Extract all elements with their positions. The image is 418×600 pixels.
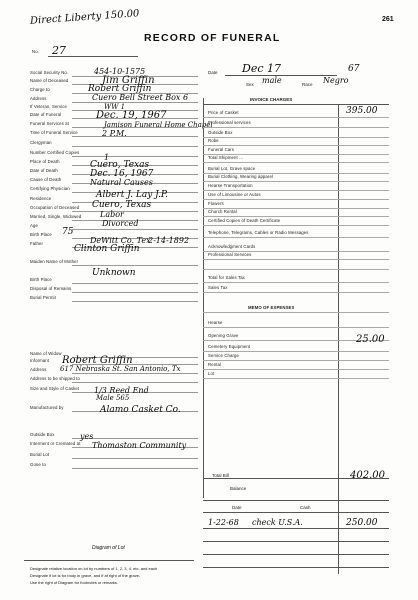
date-column-label: Date: [232, 505, 242, 510]
right-field-label: Lot: [208, 371, 215, 376]
race-label: Race: [302, 82, 313, 87]
charge-to-value: Robert Griffin: [88, 84, 152, 94]
left-field-label: Charge to: [30, 87, 50, 92]
payments-top-line: [203, 500, 389, 501]
opening-grave-value: 25.00: [356, 334, 385, 345]
interment-value: Thomaston Community: [92, 441, 187, 450]
right-field-line: [203, 378, 389, 379]
left-field-line: [72, 292, 198, 293]
outside-box-value: yes: [80, 432, 94, 441]
page-number: 261: [382, 16, 394, 23]
occupation-value: Labor: [100, 210, 124, 219]
page-title: RECORD OF FUNERAL: [144, 32, 281, 44]
services-at-value: Jamison Funeral Home Chapel: [104, 121, 213, 129]
payment-row-line-2: [203, 541, 389, 542]
left-field-label: Cause of Death: [30, 177, 62, 182]
left-field-label: Informant: [30, 358, 50, 363]
total-value: 402.00: [350, 470, 385, 481]
right-field-line: [203, 360, 389, 361]
left-field-label: Maiden Name of Mother: [30, 259, 79, 264]
left-field-label: Address: [30, 96, 47, 101]
right-field-line: [203, 137, 389, 138]
left-field-label: Age: [30, 223, 38, 228]
left-field-line: [72, 382, 198, 383]
right-field-line: [203, 162, 389, 163]
right-field-label: Flowers: [208, 201, 224, 206]
payment-amount-value: 250.00: [346, 518, 378, 528]
left-field-label: Name of Deceased: [30, 78, 69, 83]
right-field-line: [203, 190, 389, 191]
right-field-line: [203, 269, 389, 270]
right-field-label: Outside Box: [208, 130, 233, 135]
diagram-label: Diagram of Lot: [92, 545, 125, 551]
right-field-label: Acknowledgment Cards: [208, 244, 256, 249]
right-field-label: Price of Casket: [208, 110, 239, 115]
left-field-label: Disposal of Remains: [30, 286, 72, 291]
residence-value: Cuero, Texas: [92, 200, 152, 210]
left-field-label: If Veteran, Service: [30, 104, 68, 109]
left-field-line: [72, 283, 198, 284]
ssn-value: 454-10-1575: [94, 67, 146, 76]
right-field-line: [203, 127, 389, 128]
birth-date-value: 2-14-1892: [148, 236, 190, 245]
casket-value: 1/3 Reed End: [94, 386, 149, 395]
payment-from-value: check U.S.A.: [252, 518, 303, 527]
left-field-line: [72, 265, 198, 266]
right-field-line: [203, 199, 389, 200]
left-field-line: [72, 301, 198, 302]
footer-note-3: Use the right of Diagram for footnotes or remarks.: [30, 580, 119, 585]
birth-place-value: DeWitt Co. Tex: [90, 236, 151, 245]
cause-of-death-value: Natural Causes: [90, 178, 153, 187]
left-field-line: [72, 468, 198, 469]
record-no-label: No.: [32, 49, 39, 54]
record-date: Dec 17: [242, 62, 281, 75]
marital-status-value: Divorced: [102, 219, 139, 228]
left-field-line: [72, 156, 198, 157]
right-field-label: Hearse: [208, 320, 223, 325]
right-field-line: [203, 312, 389, 313]
informant-address-value: 617 Nebraska St. San Antonio, Tx: [60, 365, 181, 373]
service-time-value: 2 P.M.: [102, 129, 127, 138]
payment-row-line-3: [203, 554, 389, 555]
left-field-label: Name of Widow: [30, 351, 62, 356]
sex-label: Sex: [246, 82, 254, 87]
informant-value: Robert Griffin: [62, 355, 133, 366]
sex-value: male: [262, 76, 282, 85]
left-field-line: [72, 211, 198, 212]
left-field-label: Clergyman: [30, 140, 52, 145]
left-field-label: Address to be shipped to: [30, 376, 80, 381]
right-field-line: [203, 351, 389, 352]
left-field-label: Place of Death: [30, 159, 60, 164]
left-field-label: Size and Style of Casket: [30, 386, 80, 391]
record-year: 67: [348, 64, 360, 74]
right-field-label: Service Charge: [208, 353, 240, 358]
left-field-label: Interment or Cremated at: [30, 441, 81, 446]
right-field-label: Total Shipment ...: [208, 155, 243, 160]
balance-label: Balance: [230, 486, 247, 491]
record-number: 27: [52, 44, 66, 57]
right-field-line: [203, 369, 389, 370]
physician-value: Albert J. Lay J.P.: [96, 190, 169, 200]
right-field-line: [203, 216, 389, 217]
footer-top-line: [24, 560, 194, 561]
casket-price-value: 395.00: [346, 106, 378, 116]
right-field-line: [203, 259, 389, 260]
right-field-label: Rental: [208, 362, 222, 367]
left-field-label: Date of Death: [30, 168, 58, 173]
left-field-label: Outside Box: [30, 432, 55, 437]
right-field-label: MEMO OF EXPENSES: [248, 305, 295, 310]
right-field-label: Use of Limousine or Autos: [208, 192, 261, 197]
payment-date-value: 1-22-68: [208, 518, 239, 527]
left-field-line: [72, 229, 198, 230]
total-line: [203, 478, 389, 479]
right-field-label: Sales Tax: [208, 285, 228, 290]
left-field-label: Burial Permit: [30, 295, 56, 300]
certified-copies-value: 1: [104, 153, 110, 162]
date-label: Date: [208, 70, 218, 75]
left-field-label: Funeral Services at: [30, 121, 69, 126]
funeral-date-value: Dec. 19, 1967: [96, 110, 167, 121]
left-field-label: Number Certified Copies: [30, 150, 80, 155]
right-field-label: Certified Copies of Death Certificate: [208, 218, 281, 223]
mother-maiden-value: Unknown: [92, 268, 136, 278]
right-field-label: Burial Clothing, Wearing apparel: [208, 174, 273, 179]
right-field-line: [203, 181, 389, 182]
left-field-label: Certifying Physician: [30, 186, 70, 191]
right-field-label: Cemetery Equipment: [208, 344, 251, 349]
place-of-death-value: Cuero, Texas: [90, 160, 150, 170]
right-field-label: Funeral Cars: [208, 147, 235, 152]
left-field-line: [72, 373, 198, 374]
left-field-label: Father: [30, 241, 44, 246]
date-of-death-value: Dec. 16, 1967: [90, 169, 154, 179]
age-value: 75: [62, 227, 74, 237]
father-value: Clinton Griffin: [74, 244, 140, 254]
header-annotation: Direct Liberty 150.00: [29, 8, 140, 27]
right-field-label: Opening Grave: [208, 333, 239, 338]
left-field-label: Manufactured by: [30, 405, 64, 410]
left-field-line: [72, 146, 198, 147]
right-field-line: [203, 225, 389, 226]
right-field-label: Telephone, Telegrams, Cables or Radio Messages: [208, 230, 309, 235]
right-field-label: Burial Lot, Grave space: [208, 166, 256, 171]
column-divider: [203, 98, 204, 498]
payments-header-line: [203, 512, 389, 513]
left-field-line: [72, 136, 198, 137]
left-field-label: Birth Place: [30, 232, 52, 237]
left-field-line: [72, 458, 198, 459]
cash-column-label: Cash: [300, 505, 311, 510]
veteran-value: WW 1: [104, 103, 126, 111]
left-field-label: Address: [30, 367, 47, 372]
footer-note-2: Designate if lot is for body in grave, and if at right of the grave-: [30, 573, 141, 578]
casket-line2-value: Male 565: [96, 394, 130, 402]
right-field-label: Hearse Transportation: [208, 183, 253, 188]
invoice-header: INVOICE CHARGES: [250, 97, 293, 102]
left-field-label: Social Security No.: [30, 70, 69, 75]
left-field-label: Residence: [30, 196, 52, 201]
amount-column-line: [338, 104, 339, 574]
right-field-line: [203, 282, 389, 283]
manufacturer-value: Alamo Casket Co.: [100, 405, 181, 415]
right-field-label: Total for Sales Tax: [208, 275, 245, 280]
address-value: Cuero Bell Street Box 6: [92, 93, 189, 102]
right-field-line: [203, 292, 389, 293]
left-field-label: Burial Lot: [30, 452, 50, 457]
left-field-label: Time of Funeral Service: [30, 130, 78, 135]
right-field-label: Professional Services: [208, 252, 252, 257]
payment-row-line-1: [203, 528, 389, 529]
right-field-line: [203, 117, 389, 118]
total-bill-label: Total Bill: [212, 473, 229, 478]
record-number-line: [48, 56, 138, 57]
right-field-line: [203, 145, 389, 146]
left-field-label: Occupation of Deceased: [30, 205, 80, 210]
right-field-line: [203, 237, 389, 238]
left-field-line: [72, 102, 198, 103]
payment-row-line-4: [203, 567, 389, 568]
footer-note-1: Designate relative location on lot by numbers of 1, 2, 3, 4, etc. and each: [30, 566, 158, 571]
left-field-label: Date of Funeral: [30, 112, 62, 117]
right-field-line: [203, 327, 389, 328]
right-field-label: Church Rental: [208, 209, 237, 214]
right-field-label: Professional services: [208, 120, 251, 125]
race-value: Negro: [323, 76, 349, 85]
invoice-header-line: [203, 104, 389, 105]
right-field-label: Robe: [208, 138, 219, 143]
left-field-label: Married, Single, Widowed: [30, 214, 82, 219]
deceased-value: Jim Griffin: [102, 75, 155, 86]
left-field-label: Birth Place: [30, 277, 52, 282]
left-field-label: Gone to: [30, 462, 46, 467]
